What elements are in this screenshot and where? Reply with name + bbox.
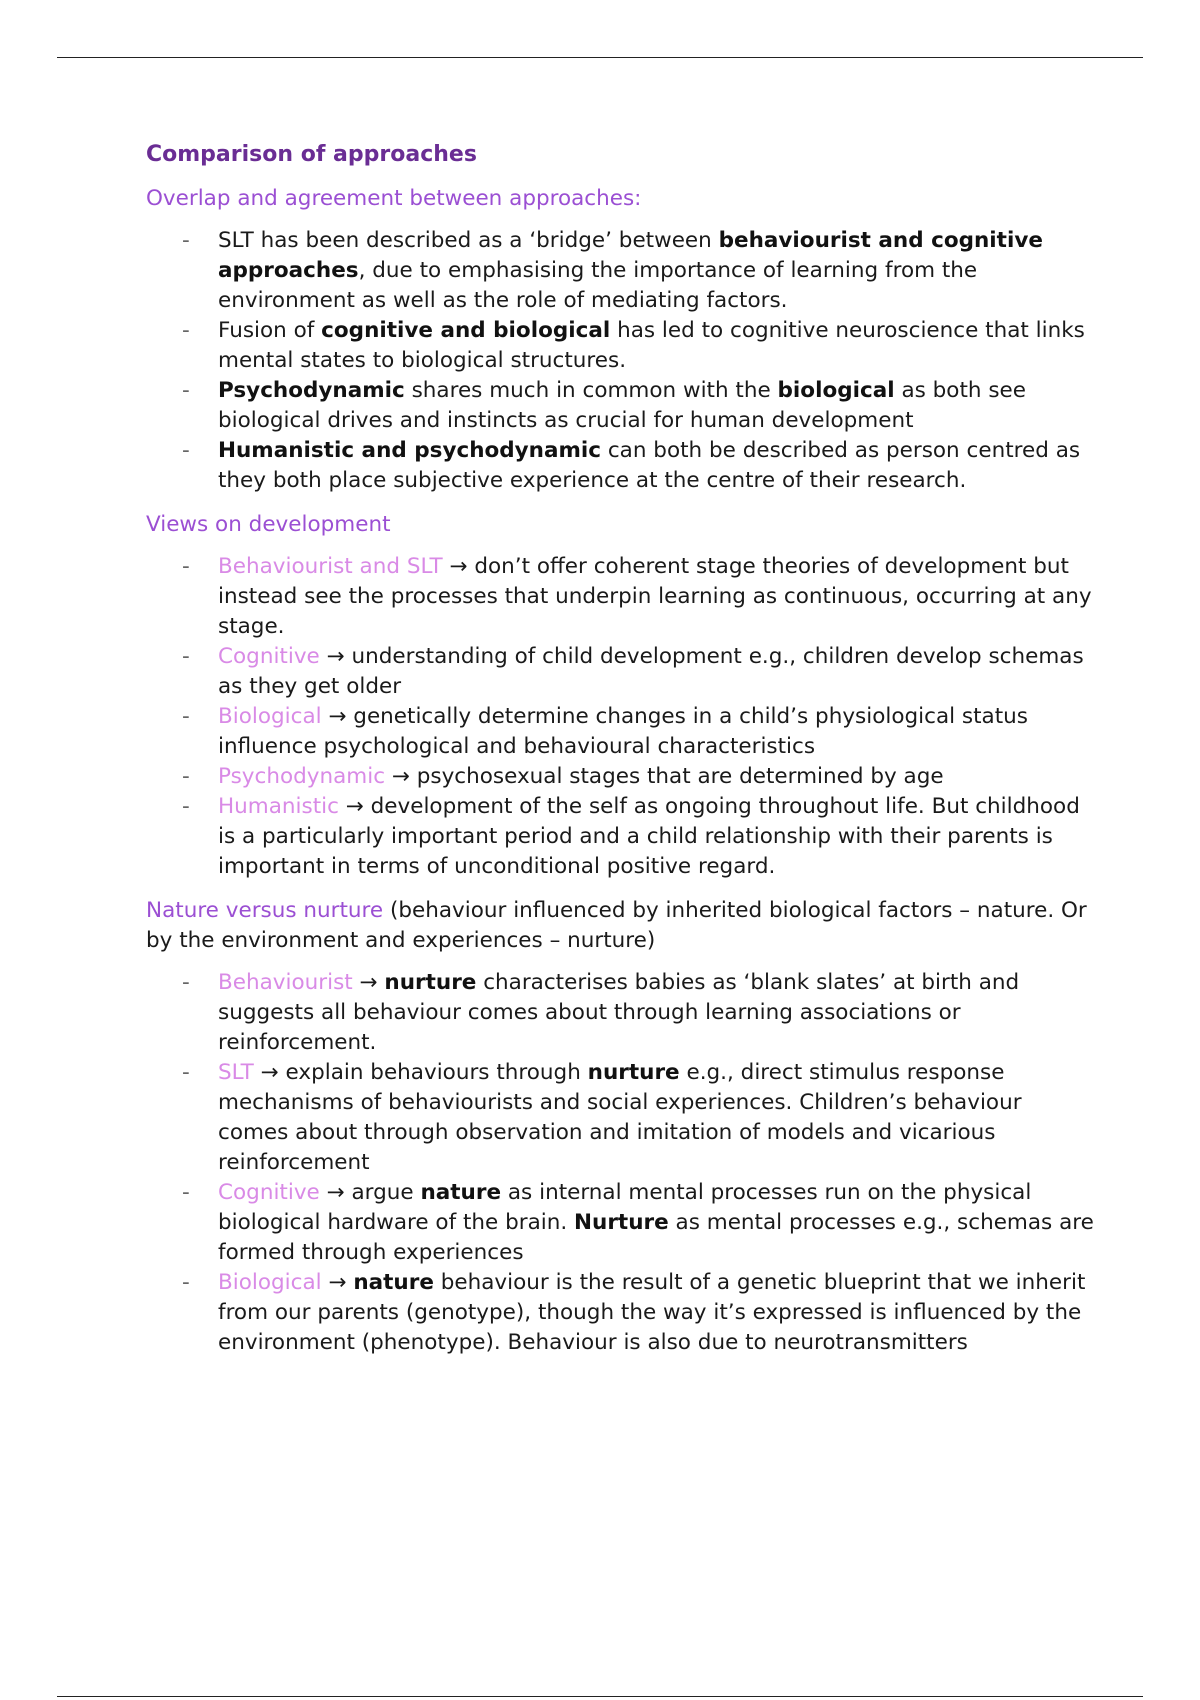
bullet-dash: -	[182, 554, 190, 579]
arrow-icon: →	[359, 970, 378, 995]
bullet-dash: -	[182, 794, 190, 819]
approach-label: Cognitive	[218, 1180, 320, 1205]
list-item: - SLT → explain behaviours through nurture e.g., direct stimulus response mechanisms of behaviourists and social experiences. Children’s behaviour comes about through observation and imitation of models and vicarious reinforcement	[182, 1060, 1022, 1175]
bullet-dash: -	[182, 764, 190, 789]
bullet-dash: -	[182, 644, 190, 669]
arrow-icon: →	[326, 1180, 345, 1205]
approach-label: Psychodynamic	[218, 764, 386, 789]
bullet-dash: -	[182, 1270, 190, 1295]
list-item: - Behaviourist → nurture characterises babies as ‘blank slates’ at birth and suggests all behaviour comes about through learning associations or reinforcement.	[182, 970, 1020, 1055]
list-item: - Psychodynamic shares much in common with the biological as both see biological drives and instincts as crucial for human development	[182, 378, 1027, 433]
bullet-dash: -	[182, 318, 190, 343]
bullet-dash: -	[182, 378, 190, 403]
arrow-icon: →	[328, 704, 347, 729]
page-title: Comparison of approaches	[146, 142, 477, 167]
arrow-icon: →	[326, 644, 345, 669]
bullet-dash: -	[182, 228, 190, 253]
approach-label: Biological	[218, 1270, 322, 1295]
arrow-icon: →	[391, 764, 410, 789]
nature-list	[146, 968, 1096, 1358]
list-item: - Humanistic → development of the self as ongoing throughout life. But childhood is a particularly important period and a child relationship with their parents is important in terms of unconditional positive regard.	[182, 794, 1080, 879]
nature-heading: Nature versus nurture	[146, 898, 384, 923]
approach-label: Humanistic	[218, 794, 339, 819]
arrow-icon: →	[260, 1060, 279, 1085]
development-list	[146, 552, 1096, 882]
list-item: - Humanistic and psychodynamic can both be described as person centred as they both place subjective experience at the centre of their research.	[182, 438, 1081, 493]
list-item: - Cognitive → understanding of child development e.g., children develop schemas as they get older	[182, 644, 1084, 699]
list-item: - SLT has been described as a ‘bridge’ between behaviourist and cognitive approaches, due to emphasising the importance of learning from the environment as well as the role of mediating factors.	[182, 228, 1043, 313]
top-rule	[57, 57, 1143, 58]
list-item: - Biological → genetically determine changes in a child’s physiological status influence psychological and behavioural characteristics	[182, 704, 1028, 759]
document-body	[146, 140, 1096, 1372]
arrow-icon: →	[328, 1270, 347, 1295]
approach-label: Biological	[218, 704, 322, 729]
bullet-dash: -	[182, 438, 190, 463]
approach-label: Behaviourist	[218, 970, 353, 995]
approach-label: SLT	[218, 1060, 254, 1085]
list-item: - Fusion of cognitive and biological has led to cognitive neuroscience that links mental states to biological structures.	[182, 318, 1085, 373]
bullet-dash: -	[182, 1060, 190, 1085]
bullet-dash: -	[182, 1180, 190, 1205]
list-item: - Behaviourist and SLT → don’t offer coherent stage theories of development but instead see the processes that underpin learning as continuous, occurring at any stage.	[182, 554, 1092, 639]
approach-label: Cognitive	[218, 644, 320, 669]
list-item: - Biological → nature behaviour is the result of a genetic blueprint that we inherit from our parents (genotype), though the way it’s expressed is influenced by the environment (phenotype). Behaviour is also due to neurotransmitters	[182, 1270, 1086, 1355]
overlap-list	[146, 226, 1096, 496]
nature-intro	[146, 896, 1096, 956]
overlap-heading: Overlap and agreement between approaches:	[146, 186, 642, 211]
approach-label: Behaviourist and SLT	[218, 554, 443, 579]
list-item: - Psychodynamic → psychosexual stages that are determined by age	[146, 762, 1096, 792]
arrow-icon: →	[345, 794, 364, 819]
arrow-icon: →	[449, 554, 468, 579]
list-item: - Cognitive → argue nature as internal mental processes run on the physical biological hardware of the brain. Nurture as mental processes e.g., schemas are formed through experiences	[182, 1180, 1094, 1265]
bottom-rule	[57, 1696, 1143, 1697]
bullet-dash: -	[182, 704, 190, 729]
bullet-dash: -	[182, 970, 190, 995]
nature-intro-text: (behaviour influenced by inherited biological factors – nature. Or by the environment and experiences – nurture)	[146, 898, 1087, 953]
development-heading: Views on development	[146, 512, 391, 537]
